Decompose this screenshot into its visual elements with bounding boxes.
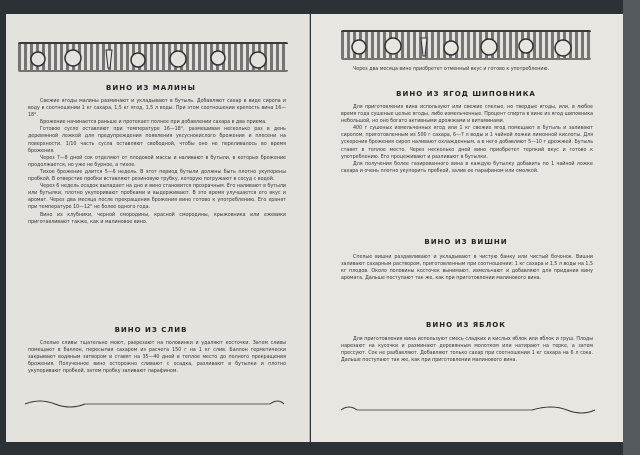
- right-page: [311, 14, 623, 442]
- paragraph: Через 6 недель осадок выпадает на дно и вино становится прозрачным. Его наливают в бутыли или бутылки, плотно укупоривают пробками и выдерживают. В это время улучшается его вкус и аромат. Через два месяца после прекращения брожения вино готово к употреблению. Его хранят при температуре 10—12° не более одного года.: [28, 183, 286, 211]
- section-title-apple: ВИНО ИЗ ЯБЛОК: [426, 321, 506, 329]
- section-title-cherry: ВИНО ИЗ ВИШНИ: [424, 238, 508, 246]
- section-title-rosehip: ВИНО ИЗ ЯГОД ШИПОВНИКА: [396, 90, 536, 98]
- paragraph: Через два месяца вино приобретет отменный вкус и готово к употреблению.: [353, 66, 549, 72]
- section-body-apple: [341, 336, 593, 364]
- paragraph: Брожение начинается раньше и протекает полнее при добавлении сахара в два приема.: [40, 119, 267, 126]
- paragraph: Спелые сливы тщательно моют, разрезают на половинки и удаляют косточки. Затем сливы помещают в баллон, пересыпая сахаром из расчета 150 г на 1 кг слив. Баллон герметически закрывают водяным затвором и ставят на 35—40 дней в теплое место до полного прекращения брожения. Полученное вино осторожно сливают с осадка, разливают в бутылки и плотно укупоривают пробкой, затем пробку заливают парафином.: [28, 340, 286, 375]
- section-body-rosehip: [341, 104, 593, 175]
- section-body-cherry: [341, 254, 593, 282]
- paragraph: Готовое сусло оставляют при температуре 16—18°, размешивая несколько раз в день деревянной ложкой для предупреждения появления уксуснокислого брожения и плесени на поверхности. 1/10 часть сусла оставляют свободной, чтобы оно не переливалось во время брожения.: [28, 126, 286, 154]
- fruit-ornament-header: [341, 30, 591, 60]
- paragraph: Через 7—8 дней сок отделяют от плодовой массы и наливают в бутыли, в которых брожение продолжается, но уже не бурное, а тихое.: [28, 154, 286, 168]
- intro-text: [341, 66, 593, 73]
- section-title-plum: ВИНО ИЗ СЛИВ: [114, 326, 188, 334]
- paragraph: Спелые вишни раздавливают и укладывают в чистую банку или чистый бочонок. Вишни заливают сахарным раствором, приготовленным при соотношении: 1 кг сахара и 1,5 л воды на 1,5 кг плодов. Около половины косточек вынимают, измельчают и добавляют для придания вину аромата. Дальше поступают так же, как при приготовлении малинового вина.: [341, 254, 593, 282]
- paragraph: Вино из клубники, черной смородины, красной смородины, крыжовника или ежевики приготавливают также, как и малиновое вино.: [28, 211, 286, 225]
- paragraph: 400 г сушеных измельченных ягод или 1 кг свежих ягод помещают в бутыль и заливают сиропом, приготовленным из 500 г сахара, 6—7 л воды и 1 чайной ложки лимонной кислоты. Для ускорения брожения сироп наливают охлажденным, а в него добавляют 5—10 г дрожжей. Бутыль ставят в теплое место. Через несколько дней вино приобретет терпкий вкус и готово к употреблению. Его процеживают и разливают в бутылки.: [341, 125, 593, 160]
- swirl-divider-icon: [337, 404, 599, 414]
- paragraph: Для получения более газированного вина в каждую бутылку добавить по 1 чайной ложке сахара и очень плотно укупорить пробкой, залив ее парафином или смолкой.: [341, 160, 593, 174]
- paragraph: Для приготовления вина используют смесь сладких и кислых яблок или яблок и груш. Плоды нарезают на кусочки и разминают деревянным молотком или натирают на терке, а затем прессуют. Сок не разбавляют. Добавляют только сахар при соотношении 1 кг сахара на 6 л сока. Дальше поступают так же, как при приготовлении малинового вина.: [341, 336, 593, 364]
- left-page: [6, 14, 310, 442]
- paragraph: Тихое брожение длится 5—6 недель. В этот период бутыли должны быть плотно укупорены пробкой. В отверстие пробки вставляют резиновую трубку, которую погружают в сосуд с водой.: [28, 168, 286, 183]
- swirl-divider-icon: [20, 398, 290, 408]
- fruit-ornament-icon: [341, 32, 591, 62]
- section-title-raspberry: ВИНО ИЗ МАЛИНЫ: [106, 84, 196, 92]
- paragraph: Для приготовления вина используют или свежие спелые, но твердые ягоды, или, в любое время года сушеные целые ягоды, либо измельченные. Процент спирта в вине из ягод шиповника небольшой, но оно богато активными дрожжами и витаминами.: [341, 104, 593, 125]
- fruit-ornament-icon: [18, 44, 288, 74]
- fruit-ornament-header: [18, 42, 288, 72]
- section-body-raspberry: [28, 98, 286, 226]
- page-edge: [623, 0, 640, 455]
- paragraph: Свежие ягоды малины разминают и укладывают в бутыль. Добавляют сахар в виде сиропа и воду в соотношении 1 кг сахара, 1,5 кг ягод, 1,5 л воды. При этом соотношении крепость вина 16—18°.: [28, 98, 286, 119]
- section-body-plum: [28, 340, 286, 375]
